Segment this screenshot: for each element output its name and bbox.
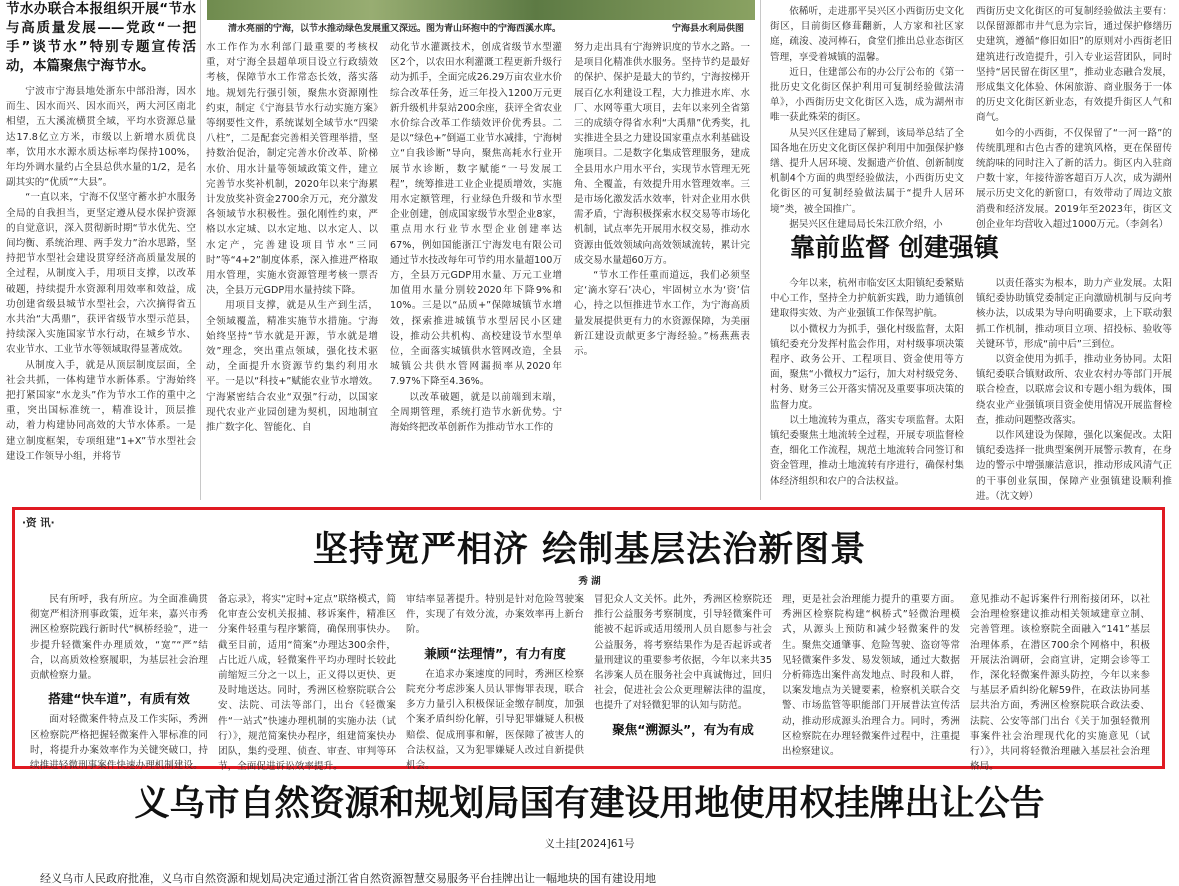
article-paragraph: 西街历史文化街区的可复制经验做法主要有：以保留源都市井气息为宗旨，通过保护修缮历史建筑，遵循“修旧如旧”的原则对小西街老旧建筑进行改造提升，引入专业运营团队，同时坚持“居民留在街区里”，推动业态融合发展，形成集文化体验、休闲旅游、商业服务于一体的历史文化街区新业态，有效提升街区人气和商气。	[976, 6, 1172, 124]
article-column-6	[976, 4, 1172, 230]
article-column-4	[574, 40, 750, 500]
article-paragraph: 从制度入手，就是从顶层制度层面，全社会共抓，一体构建节水新体系。宁海始终把打紧国家“水龙头”作为节水工作的重中之重，突出国标准统一，精准设计，顶层推动，着力构建协同高效的大节水体系。一是建立制度框架，专项组建“1+X”节水型社会建设工作领导小组，并将节	[6, 359, 196, 462]
article-paragraph: 以小微权力为抓手，强化村级监督，太阳镇纪委充分发挥村监会作用，对村级事项决策程序、政务公开、工程项目、资金使用等方面，聚焦“小微权力”运行，加大对村级党务、村务、财务三公开落实情况及重要事项决策的监督力度。	[770, 323, 964, 411]
feature-column-3	[406, 592, 584, 772]
article-column-8	[976, 276, 1172, 500]
feature-column-4	[594, 592, 772, 762]
article-paragraph: 努力走出具有宁海辨识度的节水之路。一是项目化精准供水服务。坚持节约是最好的保护、保护是最大的节约，宁海按梯开展百亿水利建设工程，大力推进水库、水厂、水网等重大项目，去年以来列全省第三的成绩夺得省水利“大禹鼎”优秀奖，扎实推进全县之力建设国家重点水利基础设施项目。二是数字化集成管理服务，建成全县用水户用水平台，实现节水管理无死角、全覆盖，有效提升用水管理效率。三是市场化激发活水效率，针对企业用水供需矛盾，宁海积极探索水权交易等市场化机制，试点率先开展用水权交易，推动水资源由低效领域向高效领域流转，累计完成交易水量超60万方。	[574, 42, 750, 266]
feature-column-2	[218, 592, 396, 773]
article-lead: 节水办联合本报组织开展“节水与高质量发展——党政“一把手”谈节水”特别专题宣传活动，本篇聚焦宁海节水。	[6, 1, 196, 74]
reservoir-photo	[207, 0, 755, 20]
article-paragraph: 宁波市宁海县地处浙东中部沿海，因水而生、因水而兴、因水而兴，两大河区南北相望，五大溪流横贯全域，平均水资源总量达17.8亿立方米，市级以上新增水质优良率，饮用水水源水质达标率均保持100%，年均外调水量约占全县总供水量的1/2，是名副其实的“优质”“大县”。	[6, 86, 196, 189]
article-paragraph: 今年以来，杭州市临安区太阳镇纪委紧贴中心工作，坚持全力护航新实践，助力通镇创建取得实效、为产业强镇工作保驾护航。	[770, 278, 964, 320]
article-paragraph: 以改革破题，就是以前端到末端，全周期管理，系统打造节水新优势。宁海始终把改革创新作为推动节水工作的	[390, 391, 562, 434]
article-paragraph: 如今的小西街，不仅保留了“一河一路”的传统肌理和古色古香的建筑风格，更在保留传统韵味的同时注入了新的活力。街区内入驻商户数十家，年接待游客超百万人次，成为湖州展示历史文化的新窗口，有效带动了周边文旅消费和经济发展。2019年至2023年，街区文创企业年均营收入超过1000万元。（李剑名）	[976, 127, 1172, 230]
feature-headline: 坚持宽严相济 绘制基层法治新图景	[312, 530, 867, 570]
feature-column-6	[970, 592, 1150, 773]
article-column-7	[770, 276, 964, 500]
notice-document-number: 义土挂[2024]61号	[544, 838, 635, 850]
article-paragraph: 冒犯众人文关怀。此外，秀洲区检察院还推行公益服务考察制度，引导轻微案件可能被不起诉或适用缓刑人员自愿参与社会公益服务，将考察结果作为是否起诉或者量刑建议的重要参考依据，今年以来共35名涉案人员在服务社会中真诚悔过，回归社会，促进社会公众更理解法律的温度，也提升了对轻微犯罪的认知与防范。	[594, 594, 772, 712]
feature-column-5	[782, 592, 960, 762]
section-tag: ·资 讯·	[22, 517, 55, 529]
article-left-column	[6, 0, 196, 500]
article-paragraph: 以责任落实为根本，助力产业发展。太阳镇纪委协助镇党委制定正向激励机制与反向考核办法，以成果为导向明确要求，上下联动狠抓工作机制，推动项目立项、招投标、验收等关键环节，形成“前中后”三到位。	[976, 278, 1172, 350]
photo-caption: 清水亮丽的宁海，以节水推动绿色发展重又深远。图为青山环抱中的宁海西溪水库。	[228, 24, 562, 34]
feature-subheading: 搭建“快车道”，有质有效	[48, 691, 190, 707]
article-paragraph: 用项目支撑，就是从生产到生活，全领域覆盖，精准实施节水措施。宁海始终坚持“节水就是开源，节水就是增效”理念，突出重点领域，强化技术驱动，全面提升水资源节约集约利用水平。一是以“科技+”赋能农业节水增效。宁海紧密结合农业“双强”行动，以国家现代农业产业园创建为契机，因地制宜推广数字化、智能化、自	[206, 300, 378, 434]
article-paragraph: 在追求办案速度的同时，秀洲区检察院充分考虑涉案人员认罪悔罪表现，联合多方力量引入积极保证金缴存制度，加强个案矛盾纠纷化解，引导犯罪嫌疑人积极赔偿、促成刑事和解，医保障了被害人的合法权益，又为犯罪嫌疑人改过自新提供机会。	[406, 668, 584, 772]
article-column-2	[206, 40, 378, 500]
notice-headline: 义乌市自然资源和规划局国有建设用地使用权挂牌出让公告	[134, 784, 1045, 824]
notice-first-line: 经义乌市人民政府批准，义乌市自然资源和规划局决定通过浙江省自然资源智慧交易服务平台挂牌出让一幅地块的国有建设用地	[40, 872, 656, 885]
article-paragraph: 水工作作为水利部门最重要的考核权重，对宁海全县超单项目设立行政绩效考核，保障节水工作常态长效，落实落地。规划先行强引领，聚焦水资源刚性约束，制定《宁海县节水行动实施方案》等纲要性文件，系统谋划全域节水“四梁八柱”，二是配套完善相关管理举措，坚持数治促治，制定完善水价改革、阶梯水价、用水计量等领域政策文件，建立完善节水奖补机制，2020年以来宁海累计发放奖补资金2700余万元，充分激发各领域节水积极性。强化刚性约束，严格以水定城、以水定地、以水定人、以水定产，完善建设项目节水“三同时”等“4+2”制度体系，深入推进严格取用水管理，实施水资源管理考核一票否决，全县万元GDP用水量持续下降。	[206, 42, 378, 297]
article-paragraph: “节水工作任重而道远，我们必须坚定‘滴水穿石’决心，牢固树立水为‘资’信心，持之以恒推进节水工作，为宁海高质量发展提供更有力的水资源保障，为美丽新江建设贡献更多宁海经验。”杨燕燕表示。	[574, 270, 750, 358]
article-column-3	[390, 40, 562, 500]
article-paragraph: 民有所呼，我有所应。为全面准确贯彻宽严相济刑事政策，近年来，嘉兴市秀洲区检察院践行新时代“枫桥经验”，进一步提升轻微案件办理质效，“宽”“严”结合，以高质效检察履职，为基层社会治理贡献检察力量。	[30, 594, 208, 682]
article-paragraph: 近日，住建部公布的办公厅公布的《第一批历史文化街区保护利用可复制经验做法清单》，小西街历史文化街区入选，成为湖州市唯一获此殊荣的街区。	[770, 66, 964, 124]
feature-column-1	[30, 592, 208, 772]
article-paragraph: 意见推动不起诉案件行刑衔接闭环，以社会治理检察建议推动相关领域建章立制、完善管理。该检察院全面融入“141”基层治理体系，在潜区700余个网格中，积极开展法治调研，会商宣讲，定期会诊等工作，深化轻微案件源头防控，今年以来参与基层矛盾纠纷化解59件，在政法协同基层共治方面，秀洲区检察院联合政法委、法院、公安等部门出台《关于加强轻微刑事案件社会治理现代化的实施意见（试行）》，共同将轻微治理融入基层社会治理格局。	[970, 594, 1150, 773]
article-paragraph: 备忘录》，将实“定时+定点”联络模式，简化审查公安机关报捕、移诉案件，精准区分案件轻重与程序繁简，确保刑事快办。截至目前，适用“简案”办理达300余件，占比近八成，轻微案件平均办理时长较此前缩短三分之一以上，正义得以更快、更及时地送达。同时，秀洲区检察院联合公安、法院、司法等部门，出台《轻微案件“一站式”快速办理机制的实施办法（试行）》，规范简案快办程序，组建简案快办团队，集约受理、侦查、审查、审判等环节，全面促进诉讼效率提升。	[218, 594, 396, 773]
article-paragraph: 以作风建设为保障，强化以案促改。太阳镇纪委选择一批典型案例开展警示教育，在身边的警示中增强廉洁意识，推动形成风清气正的干事创业氛围，保障产业强镇建设顺利推进。（沈文婷）	[976, 430, 1172, 502]
feature-subheading: 聚焦“溯源头”，有为有成	[612, 721, 754, 737]
article-paragraph: 以资金使用为抓手，推动业务协同。太阳镇纪委联合镇财政所、农业农村办等部门开展联合检查，以联席会议和专题小组为载体，围绕农业产业强镇项目资金使用情况开展监督检查，推动问题整改落实。	[976, 354, 1172, 426]
article-paragraph: 审结率显著提升。特别是针对危险驾驶案件，实现了有效分流，办案效率再上新台阶。	[406, 594, 584, 636]
feature-subheading: 兼顾“法理情”，有力有度	[424, 645, 566, 661]
article-paragraph: 面对轻微案件特点及工作实际，秀洲区检察院严格把握轻微案件入罪标准的同时，将提升办案效率作为关键突破口，持续推进轻微刑事案件快速办理机制建设。	[30, 714, 208, 772]
photo-credit: 宁海县水利局供图	[672, 24, 745, 34]
section-headline: 靠前监督 创建强镇	[790, 233, 999, 262]
feature-byline: 秀 湖	[578, 576, 601, 587]
article-column-5	[770, 4, 964, 230]
article-paragraph: 据吴兴区住建局局长朱江欣介绍，小	[789, 218, 943, 230]
article-paragraph: 动化节水灌溉技术，创成省级节水型灌区2个，以农田水利灌溉工程更新升级行动为抓手，全面完成26.29万亩农业水价综合改革任务，近三年投入1200万元更新升级机井泵站200余座，获评全省农业水价综合改革工作绩效评价优秀县。二是以“绿色+”倒逼工业节水减排，宁海树立“自我诊断”导向，聚焦高耗水行业开展节水诊断，数字赋能“一号发展工程”，统筹推进工业企业提质增效，实施用水定额管理，行业绿色升级和节水型企业创建，创成国家级节水型企业8家，重点用水行业节水型企业创建率达67%，例如国能浙江宁海发电有限公司通过节水技改每年可节约用水量超100万方，全县万元GDP用水量、万元工业增加值用水量分别较2020年下降9%和10%。三是以“品质+”保障城镇节水增效，探索推进城镇节水型居民小区建设，推动公共机构、高校建设节水型单位，全面落实城镇供水管网改造，全县城镇公共供水管网漏损率从2020年7.97%下降至4.36%。	[390, 42, 562, 388]
article-paragraph: “一直以来，宁海不仅坚守蓄水护水服务全局的自我担当，更坚定遵从侵水保护资源的自觉意识，深入贯彻新时期“节水优先、空间均衡、系统治理、两手发力”治水思路，坚持把节水型社会建设贯穿经济高质量发展的全过程，从制度入手，用项目支撑，以改革破题，持续提升水资源利用效率和效益，成功创建省级县城节水型社会，六次摘得省五水共治“大禹鼎”，获评省级节水型示范县，持续深入实施国家节水行动，在城乡节水、农业节水、工业节水等领域取得显著成效。	[6, 192, 196, 356]
article-paragraph: 以土地流转为重点，落实专项监督。太阳镇纪委聚焦土地流转全过程，开展专项监督检查，细化工作流程，规范土地流转合同签订和资金管理，推动土地流转有序进行，确保村集体经济组织和农户的合法权益。	[770, 414, 964, 487]
article-paragraph: 理，更是社会治理能力提升的重要方面。秀洲区检察院构建“枫桥式”轻微治理模式，从源头上预防和减少轻微案件的发生。聚焦交通肇事、危险驾驶、盗窃等常见轻微案件多发、易发领域，通过大数据分析筛选出案件高发地点、时段和人群，以案发地点为关键要素，检察机关联合交警、市场监管等职能部门开展普法宣传活动，推动形成源头治理合力。同时，秀洲区检察院在办理轻微案件过程中，注重提出检察建议。	[782, 594, 960, 758]
article-paragraph: 依稀听，走进那平吴兴区小西街历史文化街区，目前街区修葺翻新，人方家和社区家庭，疏浚、凌河棒石，食堂们推出总业态街区管理，享受着城镇的温馨。	[770, 6, 964, 63]
article-paragraph: 从吴兴区住建局了解到，该局举总结了全国各地在历史文化街区保护利用中加强保护修缮、提升人居环境、发掘遗产价值、创新制度机制4个方面的典型经验做法，小西街历史文化街区的可复制经验做法属于“提升人居环境”类，被全国推广。	[770, 127, 964, 215]
